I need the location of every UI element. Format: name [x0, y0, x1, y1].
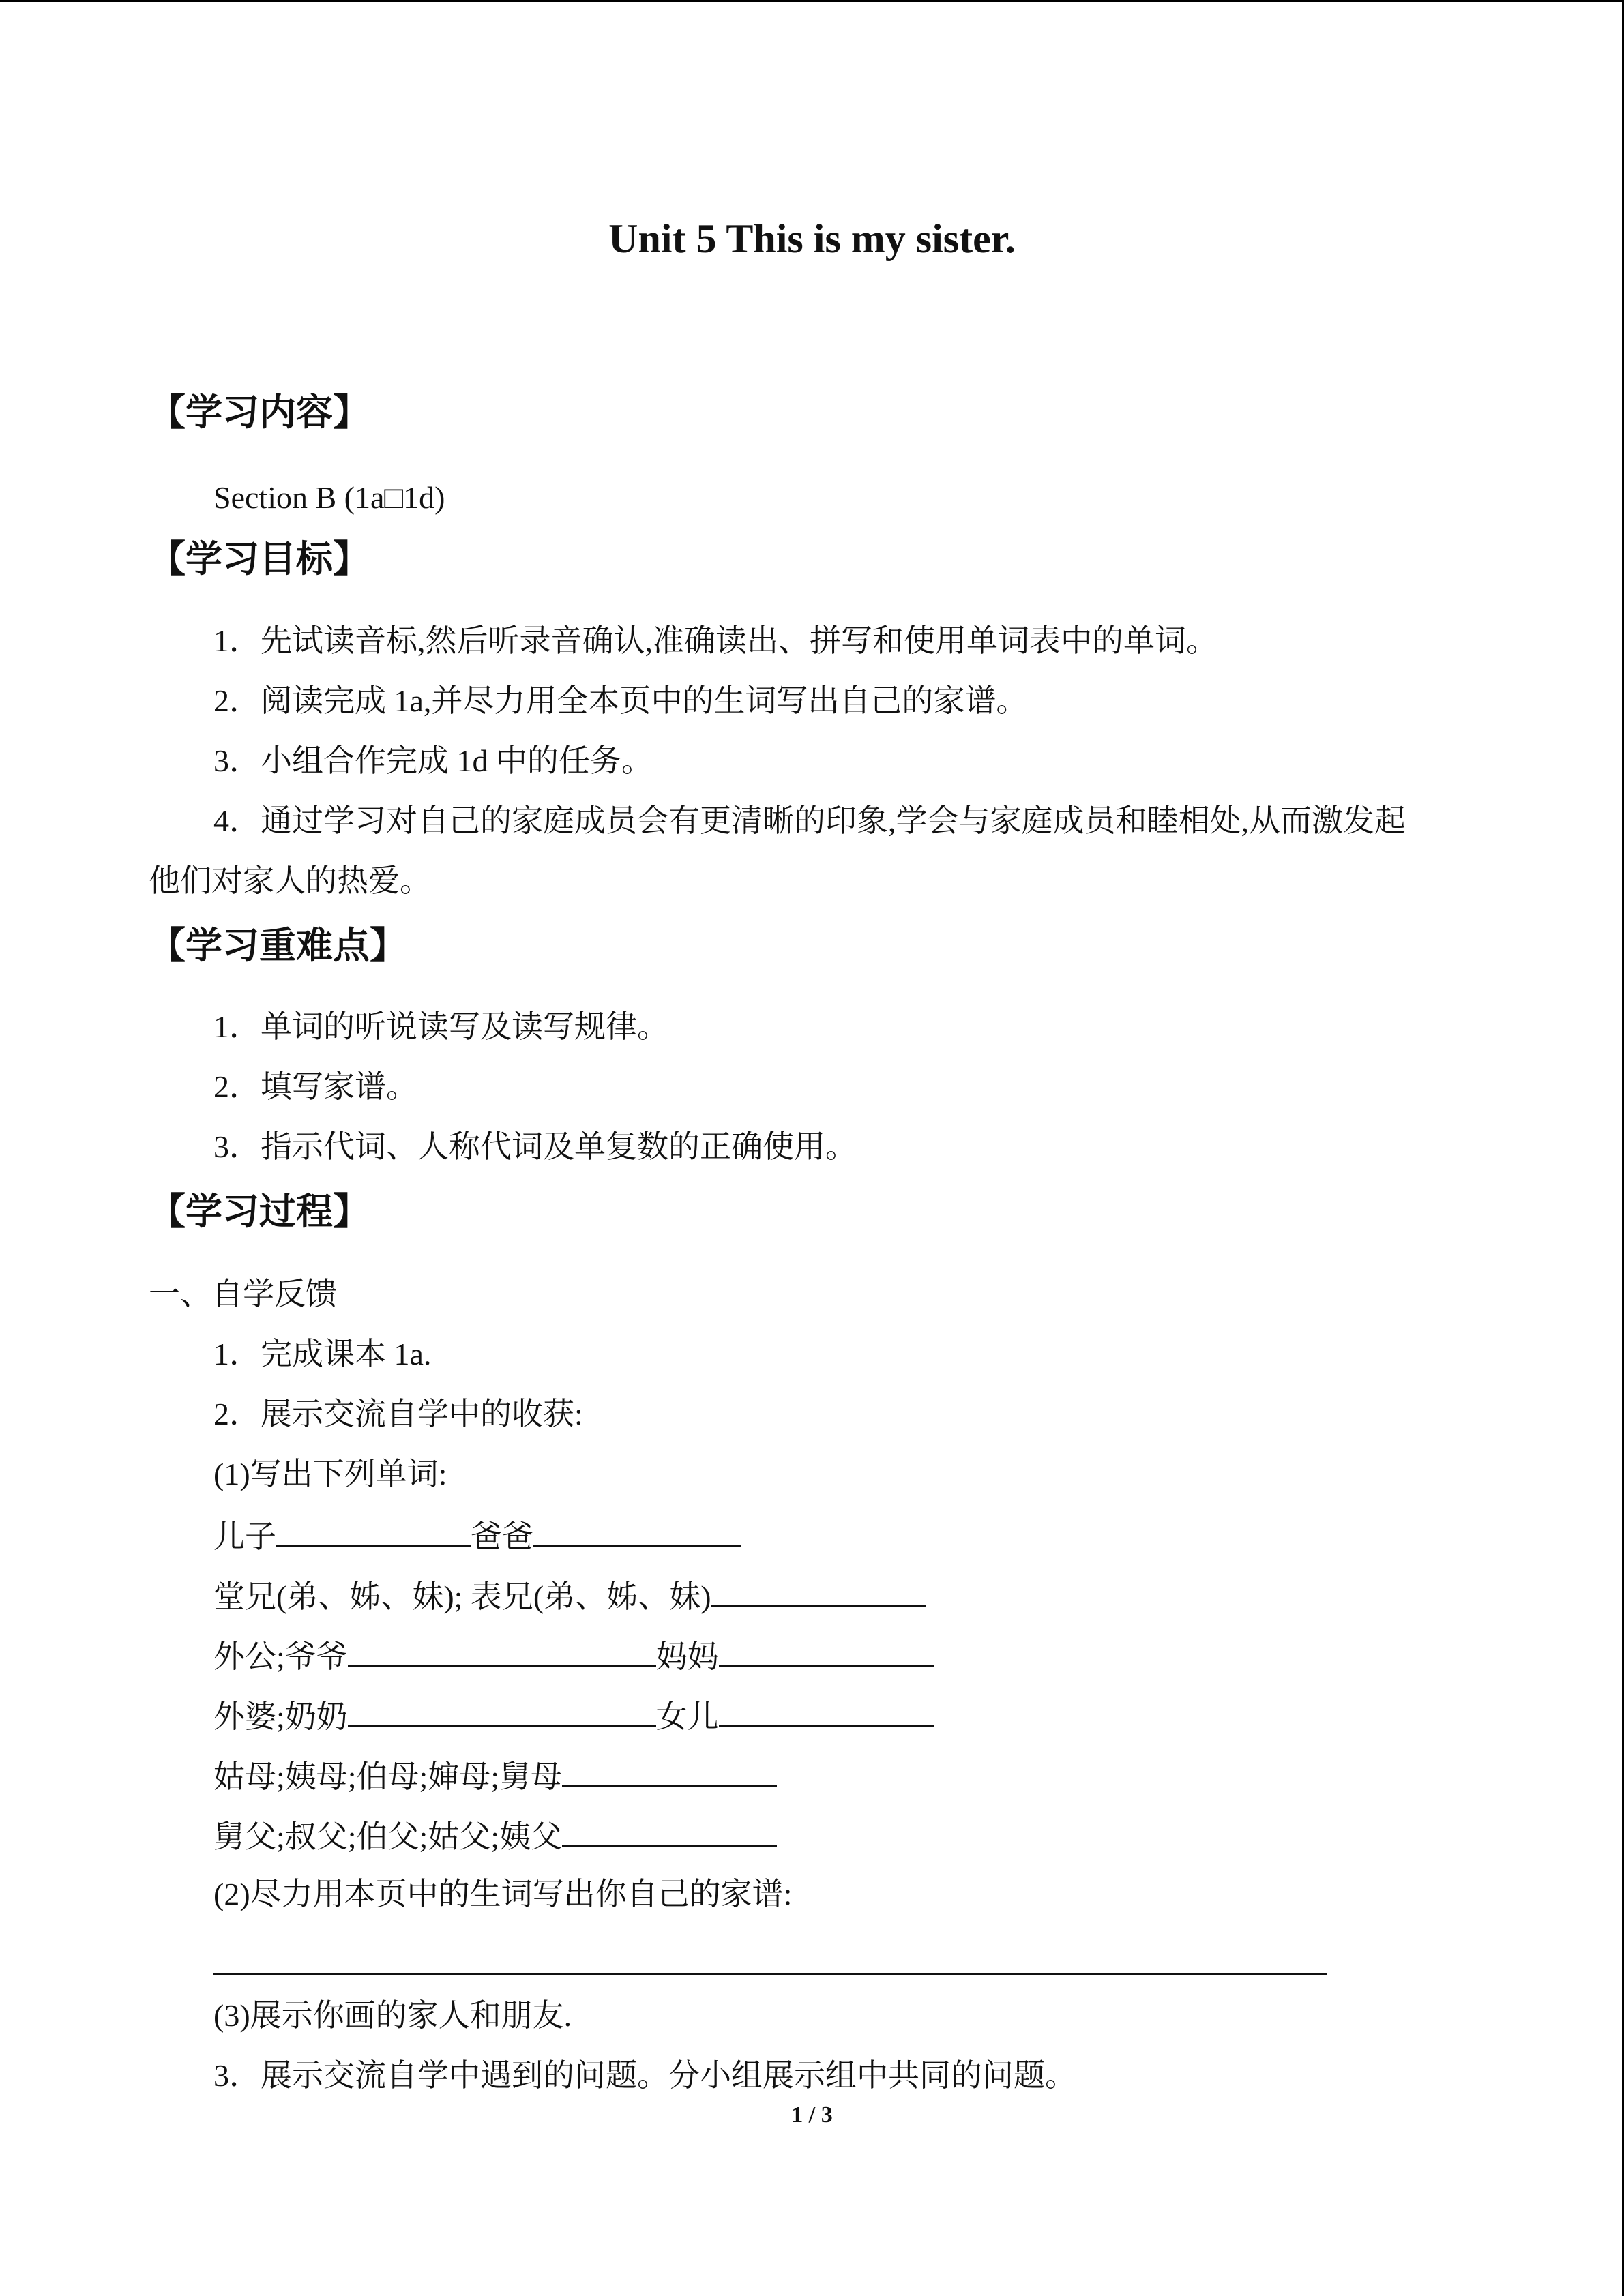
vocab-cousin-label: 堂兄(弟、姊、妹); 表兄(弟、姊、妹) [213, 1579, 711, 1614]
key-point-2: 2．填写家谱。 [213, 1069, 417, 1104]
vocab-row-son-dad [213, 1515, 741, 1556]
document-title: Unit 5 This is my sister. [608, 216, 1016, 261]
key-point-3: 3．指示代词、人称代词及单复数的正确使用。 [213, 1129, 857, 1164]
heading-key-points: 【学习重难点】 [149, 925, 407, 966]
vocab-row-cousin [213, 1575, 926, 1616]
vocab-dad-label: 爸爸 [471, 1519, 533, 1554]
vocab-row-grandmother-daughter [213, 1695, 934, 1736]
family-tree-answer-line[interactable] [213, 1973, 1327, 1975]
heading-learning-content: 【学习内容】 [149, 392, 370, 433]
sub-task-2: (2)尽力用本页中的生词写出你自己的家谱: [213, 1877, 793, 1911]
heading-learning-goals: 【学习目标】 [149, 539, 370, 580]
son-answer-blank[interactable] [276, 1515, 471, 1547]
vocab-daughter-label: 女儿 [655, 1699, 719, 1734]
mom-answer-blank[interactable] [719, 1635, 934, 1667]
grandfather-answer-blank[interactable] [348, 1635, 656, 1667]
step-3: 3．展示交流自学中遇到的问题。分小组展示组中共同的问题。 [213, 2058, 1076, 2093]
goal-item-4: 4．通过学习对自己的家庭成员会有更清晰的印象,学会与家庭成员和睦相处,从而激发起 [213, 803, 1406, 838]
goal-item-2: 2．阅读完成 1a,并尽力用全本页中的生词写出自己的家谱。 [213, 683, 1028, 718]
page-number: 1 / 3 [791, 2102, 833, 2128]
step-1: 1．完成课本 1a. [213, 1337, 432, 1371]
grandmother-answer-blank[interactable] [348, 1695, 656, 1727]
vocab-row-aunt [213, 1755, 777, 1796]
vocab-row-uncle [213, 1815, 777, 1856]
dad-answer-blank[interactable] [533, 1515, 741, 1547]
vocab-row-grandfather-mom [213, 1635, 934, 1676]
sub-task-1: (1)写出下列单词: [213, 1457, 447, 1491]
goal-item-3: 3．小组合作完成 1d 中的任务。 [213, 743, 653, 778]
vocab-aunt-label: 姑母;姨母;伯母;婶母;舅母 [213, 1759, 563, 1794]
uncle-answer-blank[interactable] [562, 1815, 777, 1847]
vocab-mom-label: 妈妈 [655, 1639, 719, 1674]
vocab-grandmother-label: 外婆;奶奶 [213, 1699, 348, 1734]
section-reference: Section B (1a□1d) [213, 480, 445, 515]
key-point-1: 1．单词的听说读写及读写规律。 [213, 1009, 668, 1044]
heading-learning-process: 【学习过程】 [149, 1191, 370, 1232]
sub-task-3: (3)展示你画的家人和朋友. [213, 1998, 572, 2033]
daughter-answer-blank[interactable] [719, 1695, 934, 1727]
step-2: 2．展示交流自学中的收获: [213, 1397, 583, 1431]
goal-item-4-continued: 他们对家人的热爱。 [149, 863, 431, 898]
vocab-uncle-label: 舅父;叔父;伯父;姑父;姨父 [213, 1819, 563, 1854]
aunt-answer-blank[interactable] [562, 1755, 777, 1787]
vocab-son-label: 儿子 [213, 1519, 276, 1554]
cousin-answer-blank[interactable] [711, 1575, 926, 1607]
goal-item-1: 1．先试读音标,然后听录音确认,准确读出、拼写和使用单词表中的单词。 [213, 623, 1217, 658]
vocab-grandfather-label: 外公;爷爷 [213, 1639, 348, 1674]
page-border-top [0, 0, 1624, 2]
part-one-title: 一、自学反馈 [149, 1277, 337, 1311]
